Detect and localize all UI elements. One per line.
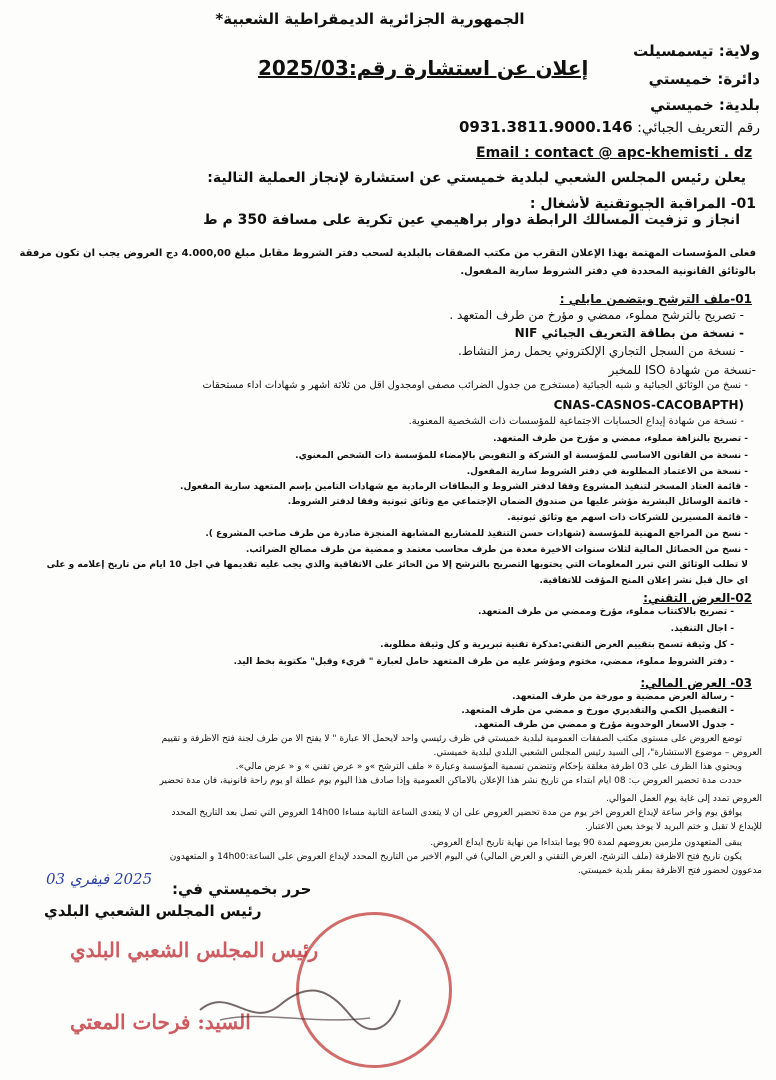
candidature-item: - نسخة من السجل التجاري الإلكتروني يحمل رمز النشاط. [457, 344, 744, 358]
candidature-item: - قائمة الوسائل البشرية مؤشر عليها من صندوق الضمان الإجتماعي مع وثائق ثبوتية وفقا لدفتر الشروط. [287, 497, 748, 507]
financial-note: العروض تمدد إلى غاية يوم العمل الموالي. [606, 794, 762, 804]
baladia-label: بلدية: خميستي [650, 96, 760, 114]
signer-title: رئيس المجلس الشعبي البلدي [44, 902, 262, 920]
candidature-item: - تصريح بالترشح مملوء، ممضي و مؤرخ من طرف المتعهد . [449, 308, 744, 322]
handwritten-date: 2025 فيفري 03 [46, 870, 153, 888]
technical-item: - كل وثيقة تسمح بتقييم العرض التقني:مذكرة تقنية تبريرية و كل وثيقة مطلوبة. [380, 640, 734, 650]
republic-title: الجمهورية الجزائرية الديمقراطية الشعبية* [215, 10, 525, 28]
candidature-item: - نسخة من بطاقة التعريف الجبائي NIF [514, 326, 744, 340]
candidature-item: (CNAS-CASNOS-CACOBAPTH [553, 398, 744, 412]
signature-place: حرر بخميستي في: [172, 880, 312, 898]
financial-note: يكون تاريخ فتح الأظرفة (ملف الترشح، العرض التقني و العرض المالي) في اليوم الأخير من التاريخ المحدد لإيداع العروض على الساعة:14h00 و المتعهدون [169, 852, 742, 862]
candidature-item: - نسخ من الحصائل المالية لثلاث سنوات الأخيرة معدة من طرف محاسب معتمد و ممضية من طرف مصالح الضرائب. [245, 545, 748, 555]
call-line-2: بالوثائق القانونية المحددة في دفتر الشروط سارية المفعول. [460, 266, 756, 277]
candidature-item: - نسخة من الاعتماد المطلوبة في دفتر الشروط سارية المفعول. [466, 467, 748, 477]
signature-scribble-icon [190, 980, 410, 1040]
financial-item: - التفصيل الكمي والتقديري مورخ و ممضي من طرف المتعهد. [461, 706, 734, 716]
tax-id-number: 0931.3811.9000.146 [459, 118, 633, 136]
technical-title: 02-العرض التقني: [643, 591, 752, 605]
operation-item-number: 01- المراقبة الجيوتقنية لأشغال : [529, 196, 756, 212]
financial-item: - جدول الأسعار الوحدوية مؤرخ و ممضي من طرف المتعهد. [474, 720, 734, 730]
technical-item: - دفتر الشروط مملوء، ممضي، مختوم ومؤشر عليه من طرف المتعهد حامل لعبارة " قريء وقبل" مكتوبة بخط اليد. [233, 657, 734, 667]
financial-note: يوافق يوم وآخر ساعة لإيداع العروض آخر يوم من مدة تحضير العروض على أن لا يتعدى الساعة الثانية مساءا 14h00 العروض التي تصل بعد التاريخ المحدد [171, 808, 742, 818]
candidature-item: - نسخ من الوثائق الجبائية و شبه الجبائية (مستخرج من جدول الضرائب مصفى اومجدول اقل من ثلاثة أشهر و شهادات أداء مستحقات [202, 380, 748, 391]
tax-id-line [459, 118, 760, 136]
candidature-note: أي حال قبل نشر إعلان المنح المؤقت للاتفاقية. [539, 576, 748, 586]
technical-item: - اجال التنفيذ. [670, 624, 734, 634]
financial-item: - رسالة العرض ممضية و مورخة من طرف المتعهد. [512, 692, 734, 702]
candidature-item: - قائمة العتاد المسخر لتنفيذ المشروع وفقا لدفتر الشروط و البطاقات الرمادية مع شهادات التأمين بإسم المتعهد سارية المفعول. [180, 482, 748, 492]
stamp-title: رئيس المجلس الشعبي البلدي [70, 938, 319, 962]
financial-note: العروض – موضوع الاستشارة"، إلى السيد رئيس المجلس الشعبي البلدي لبلدية خميستي. [433, 748, 762, 758]
financial-note: ويحتوي هذا الظرف على 03 أظرفة مغلقة بإحكام وتتضمن تسمية المؤسسة وعبارة « ملف الترشح »و « عرض تقني » و « عرض مالي». [235, 762, 742, 772]
candidature-item: - تصريح بالنزاهة مملوء، ممضي و مؤرخ من طرف المتعهد. [493, 434, 748, 444]
candidature-item: - نسخة من شهادة إيداع الحسابات الاجتماعية للمؤسسات ذات الشخصية المعنوية. [408, 416, 744, 427]
financial-note: حددت مدة تحضير العروض ب: 08 أيام ابتداء من تاريخ نشر هذا الإعلان بالأماكن العمومية وإذا صادف هذا اليوم يوم عطلة او يوم راحة قانونية، فان مدة تحضير [159, 776, 742, 786]
candidature-item: - قائمة المسيرين للشركات ذات اسهم مع وثائق ثبوتية. [507, 513, 748, 523]
operation-item-description: انجاز و تزفيت المسالك الرابطة دوار براهيمي عين تكرية على مسافة 350 م ط [203, 212, 740, 228]
candidature-note: لا تطلب الوثائق التي تبرر المعلومات التي يحتويها التصريح بالترشح إلا من الحائز على الاتفاقية والذي يجب عليه تقديمها في اجل 10 أيام من تاريخ إعلامه و على [46, 560, 748, 570]
financial-note: للإيداع لا تقبل و ختم البريد لا يوخذ بعين الاعتبار. [585, 822, 762, 832]
candidature-item: - نسخ من المراجع المهنية للمؤسسة (شهادات حسن التنفيذ للمشاريع المشابهة المنجزة صادرة من طرف صاحب المشروع ). [205, 529, 748, 539]
email-address: Email : contact @ apc-khemisti . dz [476, 145, 753, 161]
technical-item: - تصريح بالاكتتاب مملوء، مؤرخ وممضي من طرف المتعهد. [478, 607, 734, 617]
candidature-item: -نسخة من شهادة ISO للمخبر [608, 363, 756, 377]
financial-note: مدعوون لحضور فتح الأظرفة بمقر بلدية خميستي. [577, 866, 762, 876]
financial-note: توضع العروض على مستوى مكتب الصفقات العمومية لبلدية خميستي في ظرف رئيسي واحد لايحمل الا عبارة " لا يفتح الا من طرف لجنة فتح الأظرفة و تقييم [161, 734, 742, 744]
announcement-title: إعلان عن استشارة رقم:2025/03 [258, 56, 589, 80]
daira-label: دائرة: خميستي [648, 70, 760, 88]
call-line-1: فعلى المؤسسات المهتمة بهذا الإعلان التقرب من مكتب الصفقات بالبلدية لسحب دفتر الشروط مقابل مبلغ 4.000,00 دج العروض يجب ان تكون مرفقة [19, 248, 756, 259]
financial-title: 03- العرض المالي: [640, 676, 752, 690]
candidature-title: 01-ملف الترشح ويتضمن مايلي : [559, 292, 752, 306]
tax-id-label: رقم التعريف الجبائي: [637, 120, 760, 136]
candidature-item: - نسخة من القانون الأساسي للمؤسسة أو الشركة و التفويض بالإمضاء للمؤسسة ذات الشخص المعنوي. [295, 451, 748, 461]
wilaya-label: ولاية: تيسمسيلت [633, 42, 760, 60]
stamp-name: السيد: فرحات المعتي [70, 1010, 251, 1034]
intro-line: يعلن رئيس المجلس الشعبي لبلدية خميستي عن استشارة لإنجاز العملية التالية: [207, 170, 746, 186]
financial-note: يبقى المتعهدون ملزمين بعروضهم لمدة 90 يوما ابتداءا من نهاية تاريخ ايداع العروض. [430, 838, 742, 848]
